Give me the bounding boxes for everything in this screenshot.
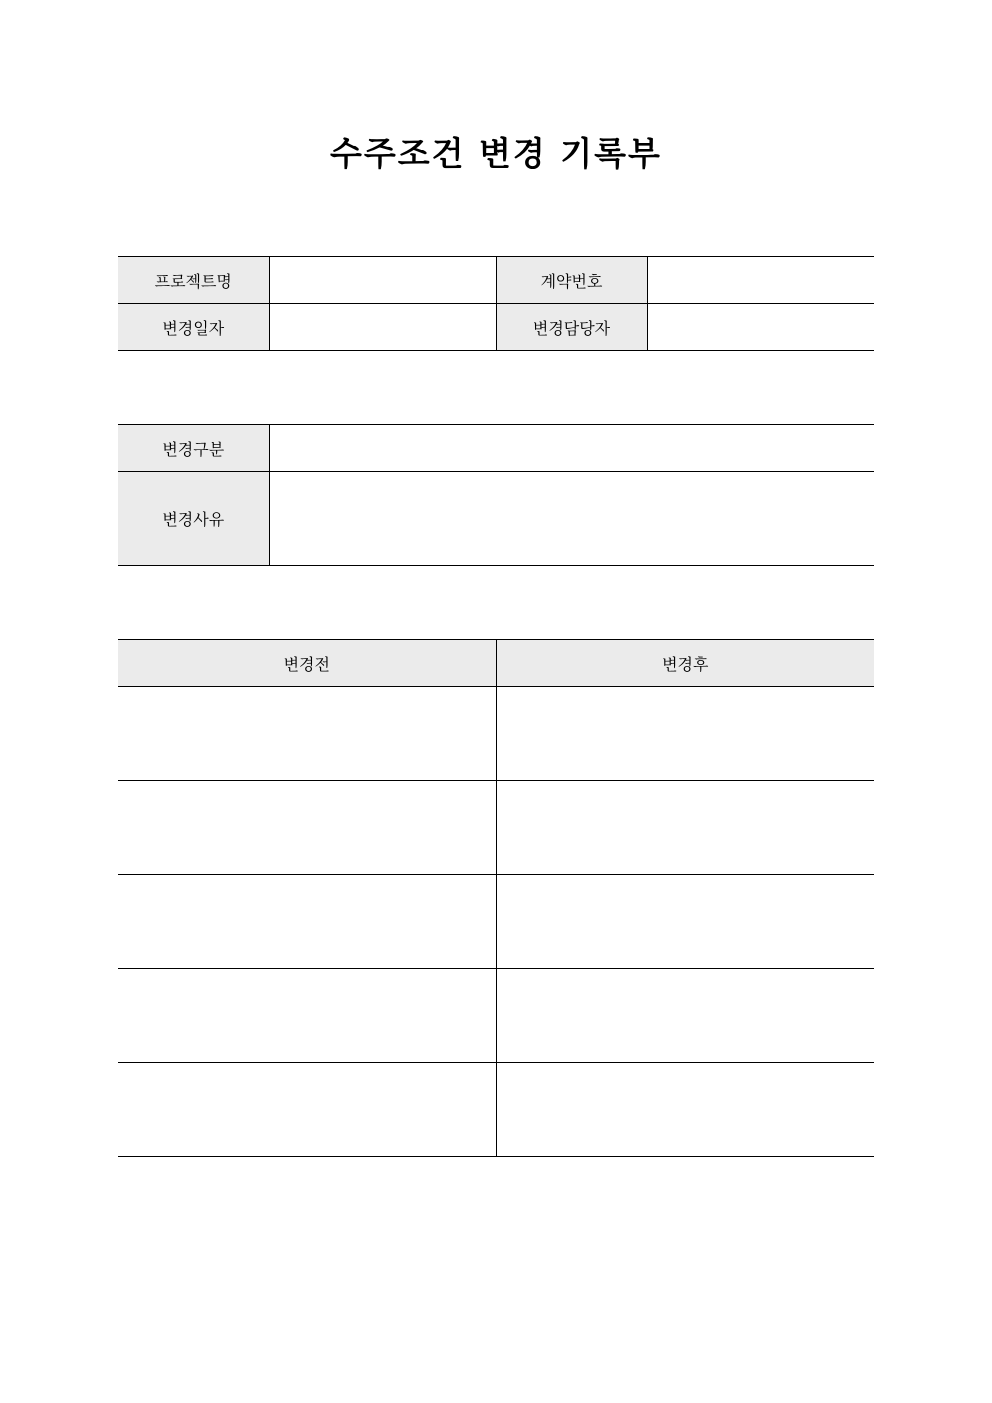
change-reason-label: 변경사유 — [118, 472, 269, 566]
before-after-header-row — [118, 640, 874, 687]
after-cell[interactable] — [496, 687, 874, 781]
change-date-field[interactable] — [269, 304, 496, 351]
project-info-table — [118, 256, 874, 351]
table-row — [118, 875, 874, 969]
contract-number-field[interactable] — [647, 257, 874, 304]
change-reason-field[interactable] — [269, 472, 874, 566]
before-cell[interactable] — [118, 781, 496, 875]
change-category-label: 변경구분 — [118, 425, 269, 472]
table-row — [118, 969, 874, 1063]
document-title: 수주조건 변경 기록부 — [330, 134, 662, 173]
project-name-field[interactable] — [269, 257, 496, 304]
table-row — [118, 781, 874, 875]
change-date-label: 변경일자 — [118, 304, 269, 351]
reason-row — [118, 472, 874, 566]
project-name-label: 프로젝트명 — [118, 257, 269, 304]
before-cell[interactable] — [118, 687, 496, 781]
after-header: 변경후 — [496, 640, 874, 687]
after-cell[interactable] — [496, 969, 874, 1063]
after-cell[interactable] — [496, 781, 874, 875]
before-cell[interactable] — [118, 875, 496, 969]
info-row-change — [118, 304, 874, 351]
after-cell[interactable] — [496, 1063, 874, 1157]
contract-number-label: 계약번호 — [496, 257, 647, 304]
table-row — [118, 1063, 874, 1157]
change-category-field[interactable] — [269, 425, 874, 472]
change-manager-field[interactable] — [647, 304, 874, 351]
table-row — [118, 687, 874, 781]
after-cell[interactable] — [496, 875, 874, 969]
info-row-project — [118, 257, 874, 304]
before-cell[interactable] — [118, 969, 496, 1063]
change-reason-table — [118, 424, 874, 566]
change-manager-label: 변경담당자 — [496, 304, 647, 351]
category-row — [118, 425, 874, 472]
before-header: 변경전 — [118, 640, 496, 687]
before-cell[interactable] — [118, 1063, 496, 1157]
before-after-table — [118, 639, 874, 1157]
